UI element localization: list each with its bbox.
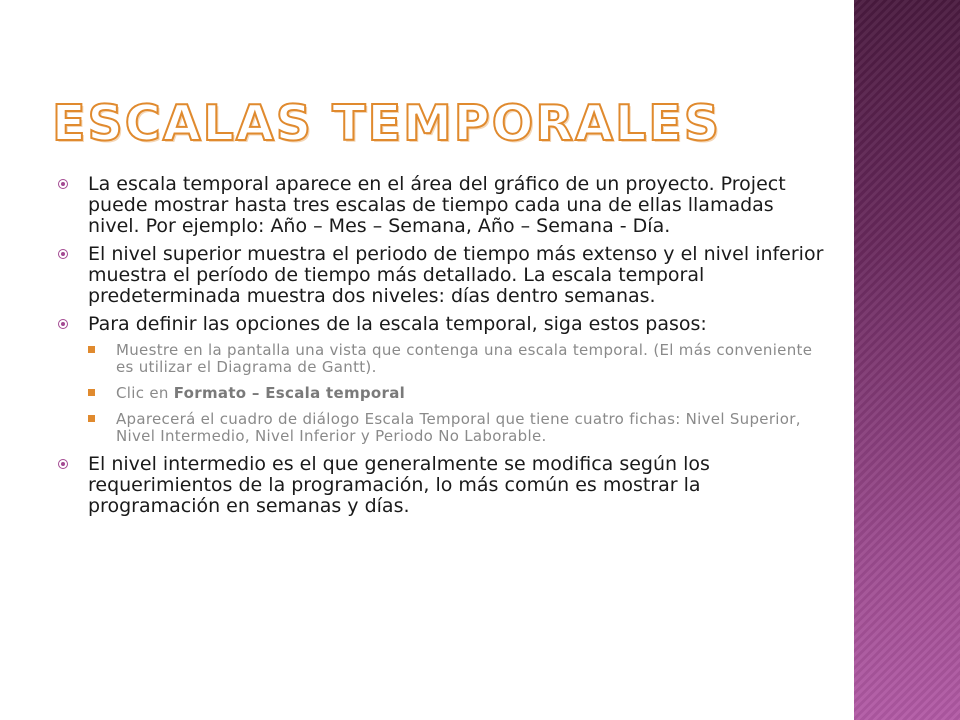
sub-bullet-text: Aparecerá el cuadro de diálogo Escala Temporal que tiene cuatro fichas: Nivel Superior, Nivel Intermedio, Nivel Inferior y Periodo No Laborable. [116, 410, 801, 445]
square-bullet-icon [88, 346, 95, 353]
bullet-item [58, 454, 828, 517]
bullet-text: El nivel superior muestra el periodo de tiempo más extenso y el nivel inferior muestra el período de tiempo más detallado. La escala temporal predeterminada muestra dos niveles: días dentro semanas. [88, 243, 824, 307]
slide-content [58, 174, 828, 524]
circle-bullet-icon [58, 249, 68, 259]
circle-bullet-icon [58, 179, 68, 189]
bullet-text: Para definir las opciones de la escala temporal, siga estos pasos: [88, 313, 707, 335]
square-bullet-icon [88, 415, 95, 422]
bullet-text: La escala temporal aparece en el área del gráfico de un proyecto. Project puede mostrar hasta tres escalas de tiempo cada una de ellas llamadas nivel. Por ejemplo: Año – Mes – Semana, Año – Semana - Día. [88, 173, 786, 237]
sub-bullet-text: Muestre en la pantalla una vista que contenga una escala temporal. (El más conveniente es utilizar el Diagrama de Gantt). [116, 341, 813, 376]
sub-bullet-item [88, 411, 828, 445]
sub-bullet-item [88, 385, 828, 402]
bullet-item [58, 174, 828, 237]
decorative-side-panel [854, 0, 960, 720]
bullet-item [58, 244, 828, 307]
sub-bullet-item [88, 342, 828, 376]
sub-bullet-prefix: Clic en [116, 384, 174, 402]
bullet-item [58, 314, 828, 335]
circle-bullet-icon [58, 459, 68, 469]
circle-bullet-icon [58, 319, 68, 329]
sub-bullet-bold-text: Formato – Escala temporal [173, 384, 406, 402]
square-bullet-icon [88, 389, 95, 396]
bullet-text: El nivel intermedio es el que generalmente se modifica según los requerimientos de la programación, lo más común es mostrar la programación en semanas y días. [88, 453, 710, 517]
slide-title: ESCALAS TEMPORALES [52, 95, 722, 152]
